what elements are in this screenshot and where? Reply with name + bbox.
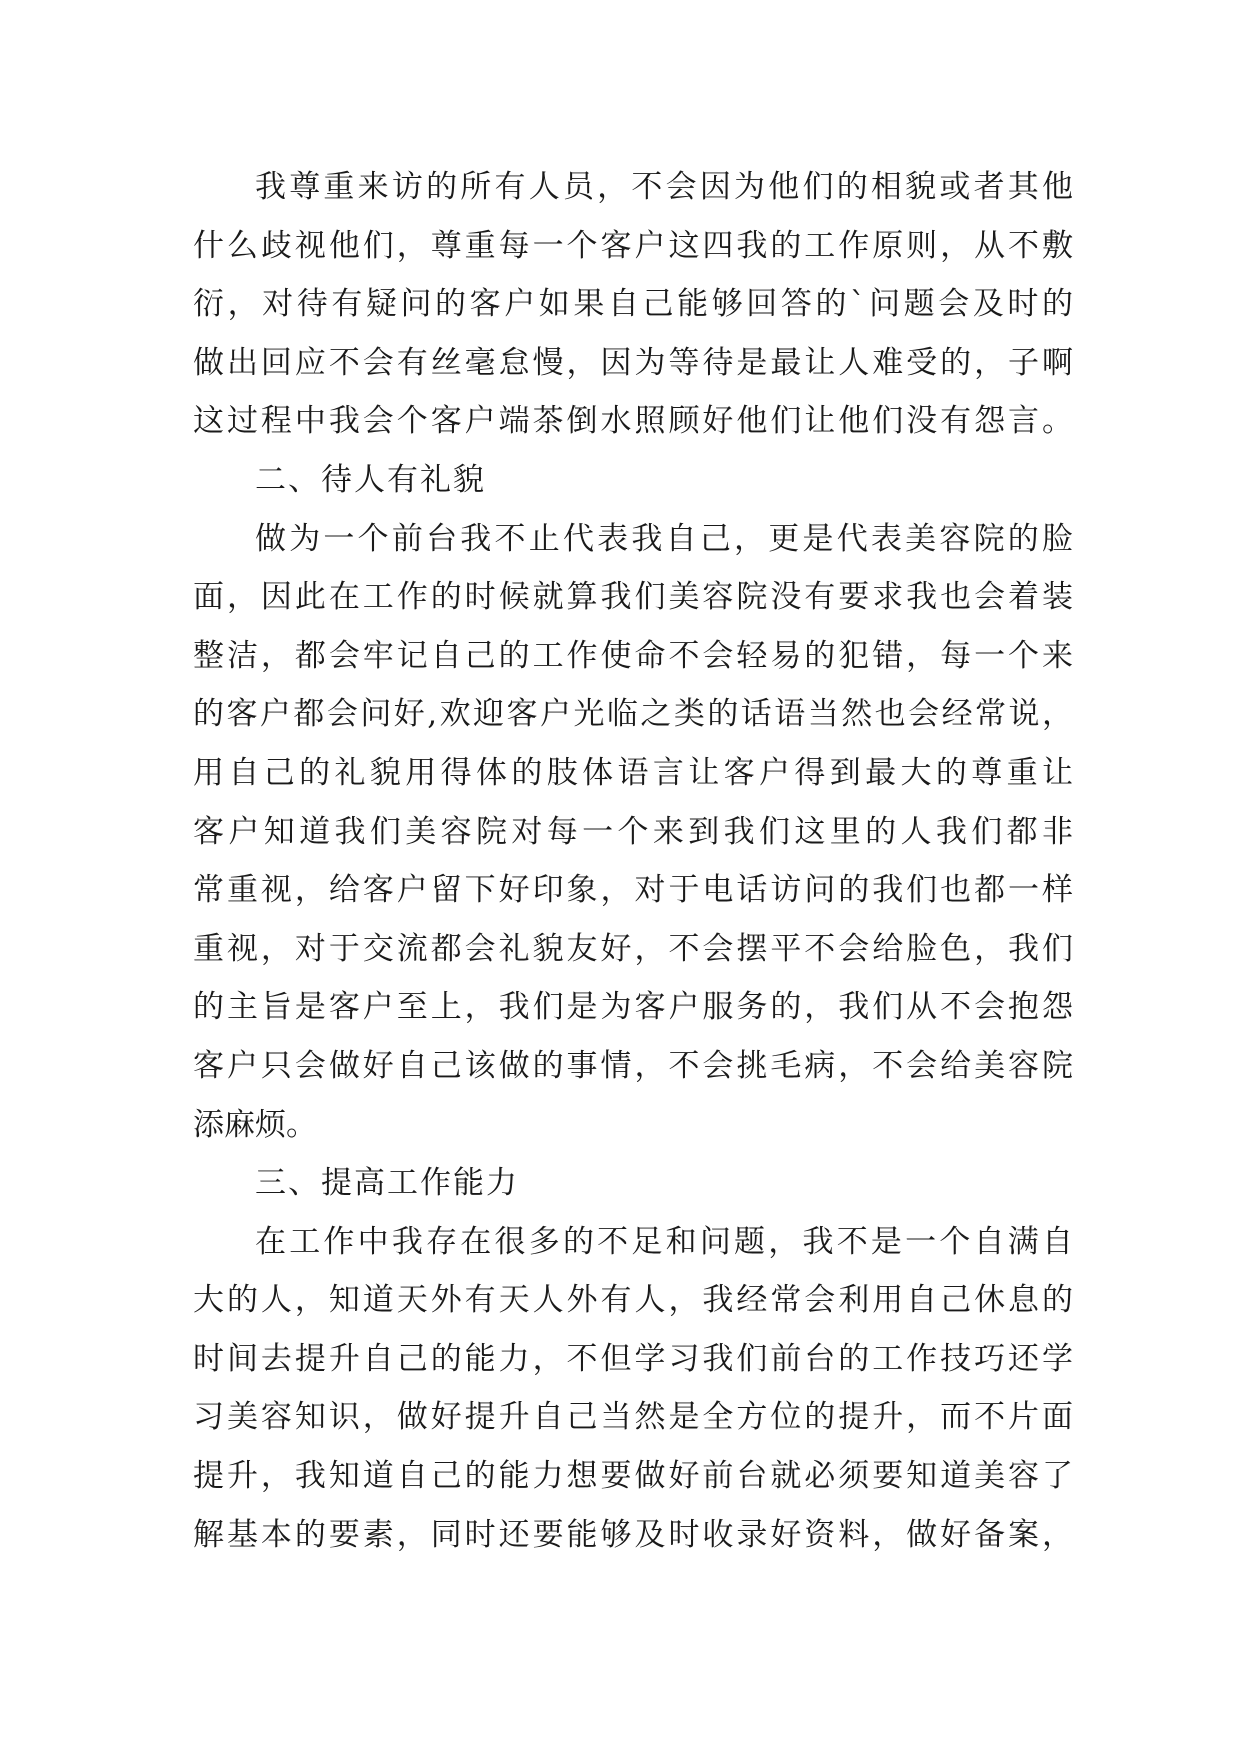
text-line: 我尊重来访的所有人员，不会因为他们的相貌或者其他	[255, 169, 1073, 205]
text-line: 这过程中我会个客户端茶倒水照顾好他们让他们没有怨言。	[193, 403, 1073, 440]
text-line: 客户只会做好自己该做的事情，不会挑毛病，不会给美容院	[193, 1047, 1073, 1084]
text-line: 解基本的要素，同时还要能够及时收录好资料，做好备案，	[193, 1516, 1073, 1553]
text-line: 衍，对待有疑问的客户如果自己能够回答的`问题会及时的	[193, 286, 1073, 323]
text-line: 提升，我知道自己的能力想要做好前台就必须要知道美容了	[193, 1458, 1073, 1495]
text-line: 添麻烦。	[193, 1106, 317, 1143]
paragraph-ability	[193, 1213, 1073, 1565]
text-line: 常重视，给客户留下好印象，对于电话访问的我们也都一样	[193, 872, 1073, 909]
text-line: 的客户都会问好,欢迎客户光临之类的话语当然也会经常说，	[193, 696, 1073, 733]
text-line: 做出回应不会有丝毫怠慢，因为等待是最让人难受的，子啊	[193, 344, 1073, 381]
text-line: 用自己的礼貌用得体的肢体语言让客户得到最大的尊重让	[193, 754, 1073, 791]
text-line: 重视，对于交流都会礼貌友好，不会摆平不会给脸色，我们	[193, 930, 1073, 967]
text-line: 整洁，都会牢记自己的工作使命不会轻易的犯错，每一个来	[193, 637, 1073, 674]
text-line: 习美容知识，做好提升自己当然是全方位的提升，而不片面	[193, 1399, 1073, 1436]
text-line: 的主旨是客户至上，我们是为客户服务的，我们从不会抱怨	[193, 989, 1073, 1026]
section-heading-courtesy: 二、待人有礼貌	[255, 461, 486, 498]
text-line: 时间去提升自己的能力，不但学习我们前台的工作技巧还学	[193, 1340, 1073, 1377]
paragraph-respect	[193, 158, 1073, 451]
text-line: 大的人，知道天外有天人外有人，我经常会利用自己休息的	[193, 1282, 1073, 1319]
text-line: 做为一个前台我不止代表我自己，更是代表美容院的脸	[255, 520, 1073, 557]
paragraph-courtesy	[193, 510, 1073, 1155]
document-body	[193, 158, 1073, 1564]
text-line: 面，因此在工作的时候就算我们美容院没有要求我也会着装	[193, 579, 1073, 616]
text-line: 什么歧视他们，尊重每一个客户这四我的工作原则，从不敷	[193, 227, 1073, 264]
text-line: 客户知道我们美容院对每一个来到我们这里的人我们都非	[193, 813, 1073, 850]
text-line: 在工作中我存在很多的不足和问题，我不是一个自满自	[255, 1223, 1073, 1260]
section-heading-ability: 三、提高工作能力	[255, 1165, 519, 1202]
